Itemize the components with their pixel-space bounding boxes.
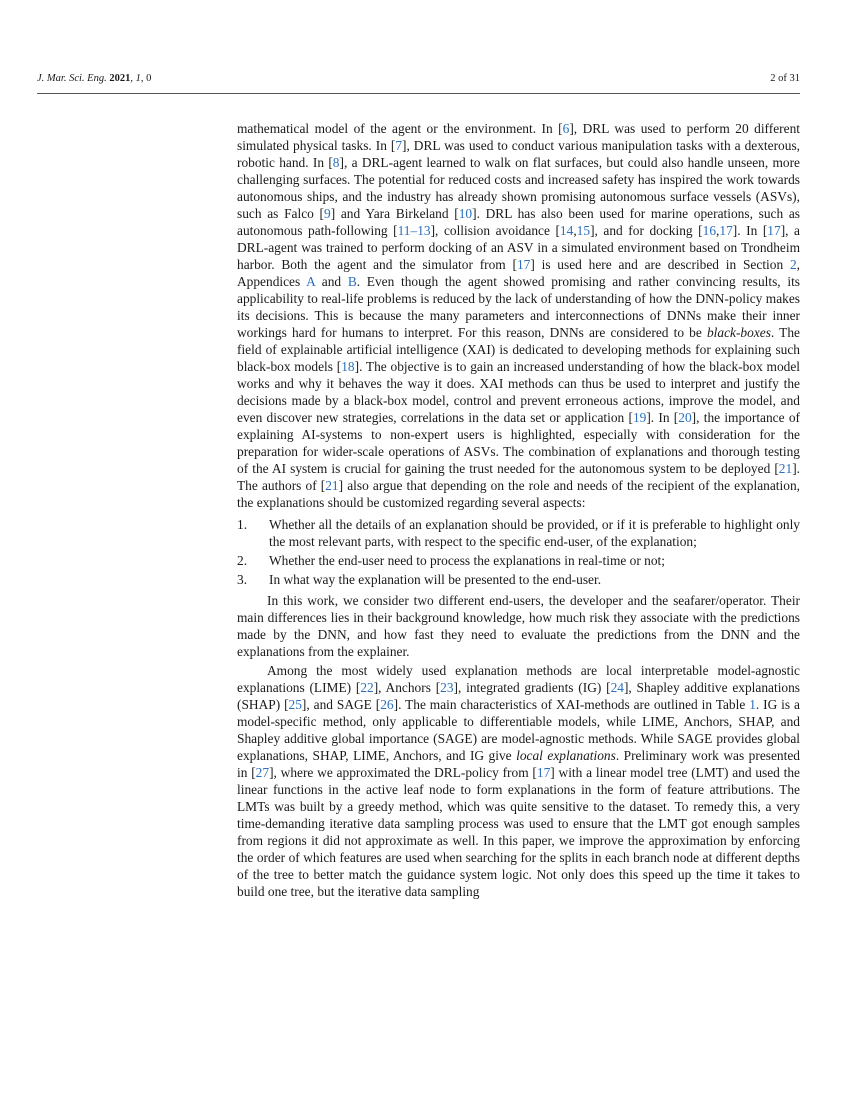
journal-year: 2021	[109, 73, 131, 84]
citation-link[interactable]: 6	[562, 121, 570, 136]
citation-link[interactable]: 23	[440, 680, 454, 695]
citation-link[interactable]: 7	[395, 138, 403, 153]
list-number: 2.	[237, 553, 248, 568]
page-body	[237, 120, 800, 900]
running-header	[37, 71, 800, 89]
list-text: Whether the end-user need to process the explanations in real-time or not;	[269, 553, 665, 568]
appendix-link[interactable]: A	[306, 274, 316, 289]
page-number: 2 of 31	[770, 73, 800, 84]
citation-link[interactable]: 16	[702, 223, 717, 238]
paragraph-2: In this work, we consider two different end-users, the developer and the seafarer/operator. Their main differences lies in their background knowledge, how much risk they associate with the predictions made by the DNN, and how fast they need to evaluate the predictions from the DNN and the explanations from the explainer.	[237, 593, 800, 659]
list-item	[237, 516, 800, 550]
journal-volume: 1	[135, 73, 141, 84]
citation-link[interactable]: 20	[678, 410, 692, 425]
list-text: In what way the explanation will be presented to the end-user.	[269, 572, 602, 587]
citation-link[interactable]: 14	[559, 223, 574, 238]
list-item	[237, 571, 800, 588]
citation-link[interactable]: 17	[516, 257, 531, 272]
citation-link[interactable]: 17	[536, 765, 551, 780]
citation-link[interactable]: 17	[767, 223, 781, 238]
list-text: Whether all the details of an explanation should be provided, or if it is preferable to highlight only the most relevant parts, with respect to the specific end-user, of the explanation;	[269, 517, 800, 549]
citation-link[interactable]: 17	[719, 223, 733, 238]
citation-link[interactable]: 15	[576, 223, 591, 238]
journal-citation: J. Mar. Sci. Eng. 2021, 1, 0	[37, 73, 152, 84]
header-rule	[37, 93, 800, 94]
table-link[interactable]: 1	[749, 697, 756, 712]
citation-link[interactable]: 25	[288, 697, 302, 712]
citation-link[interactable]: 22	[360, 680, 374, 695]
citation-link[interactable]: 8	[332, 155, 340, 170]
journal-name: J. Mar. Sci. Eng.	[37, 73, 107, 84]
list-number: 3.	[237, 572, 248, 587]
list-item	[237, 552, 800, 569]
list-number: 1.	[237, 517, 248, 532]
journal-article: 0	[146, 73, 152, 84]
citation-link[interactable]: 26	[380, 697, 394, 712]
citation-link[interactable]: 27	[255, 765, 270, 780]
citation-link[interactable]: 18	[341, 359, 355, 374]
citation-link[interactable]: 9	[324, 206, 331, 221]
paragraph-3: Among the most widely used explanation methods are local interpretable model-agnostic explanations (LIME) [22], Anchors [23], integrated gradients (IG) [24], Shapley additive explanations (SHAP) [25], and SAGE [26]. The main characteristics of XAI-methods are outlined in Table 1. IG is a model-specific method, only applicable to differentiable models, while LIME, Anchors, SHAP, and Shapley additive global importance (SAGE) are model-agnostic methods. While SAGE provides global explanations, SHAP, LIME, Anchors, and IG give local explanations. Preliminary work was presented in [27], where we approximated the DRL-policy from [17] with a linear model tree (LMT) and used the linear functions in the active leaf node to form explanations in the form of feature attributions. The LMTs was built by a greedy method, which was quite sensitive to the dataset. To remedy this, a very time-demanding iterative data sampling process was used to ensure that the LMT got enough samples from regions it did not approximate as well. In this paper, we improve the approximation by enforcing the order of which features are used when searching for the splits in each branch node at different depths of the tree to better match the guidance system logic. Not only does this speed up the time it takes to build one tree, but the iterative data sampling	[237, 663, 801, 899]
citation-link[interactable]: 24	[610, 680, 624, 695]
emphasis: black-boxes	[706, 325, 771, 340]
emphasis: local explanations	[516, 748, 616, 763]
paragraph-1: mathematical model of the agent or the environment. In [6], DRL was used to perform 20 different simulated physical tasks. In [7], DRL was used to conduct various manipulation tasks with a dexterous, robotic hand. In [8], a DRL-agent learned to walk on flat surfaces, but could also handle unseen, more challenging surfaces. The potential for reduced costs and increased safety has inspired the work towards autonomous ships, and the industry has already shown promising autonomous surface vessels (ASVs), such as Falco [9] and Yara Birkeland [10]. DRL has also been used for marine operations, such as autonomous path-following [11–13], collision avoidance [14,15], and for docking [16,17]. In [17], a DRL-agent was trained to perform docking of an ASV in a simulated environment based on Trondheim harbor. Both the agent and the simulator from [17] is used here and are described in Section 2, Appendices A and B. Even though the agent showed promising and rather convincing results, its applicability to real-life problems is reduced by the lack of understanding of how the DNN-policy makes its decisions. This is because the many parameters and interconnections of DNNs make their inner workings hard for humans to interpret. For this reason, DNNs are considered to be black-boxes. The field of explainable artificial intelligence (XAI) is dedicated to developing methods for explaining such black-box models [18]. The objective is to gain an increased understanding of how the black-box model works and why it behaves the way it does. XAI methods can thus be used to interpret and justify the decisions made by a black-box model, control and prevent erroneous actions, improve the model, and even discover new strategies, correlations in the data set or application [19]. In [20], the importance of explaining AI-systems to non-expert users is highlighted, especially with consideration for the preparation for wider-scale operations of ASVs. The combination of explanations and thorough testing of the AI system is crucial for gaining the trust needed for the autonomous system to be deployed [21]. The authors of [21] also argue that depending on the role and needs of the recipient of the explanation, the explanations should be customized regarding several aspects:	[237, 121, 801, 510]
enumerated-list	[237, 516, 800, 588]
section-link[interactable]: 2	[789, 257, 797, 272]
citation-link[interactable]: 21	[778, 461, 793, 476]
citation-link[interactable]: 19	[632, 410, 647, 425]
citation-link[interactable]: 11–13	[397, 223, 431, 238]
appendix-link[interactable]: B	[347, 274, 357, 289]
citation-link[interactable]: 10	[458, 206, 473, 221]
citation-link[interactable]: 21	[325, 478, 339, 493]
